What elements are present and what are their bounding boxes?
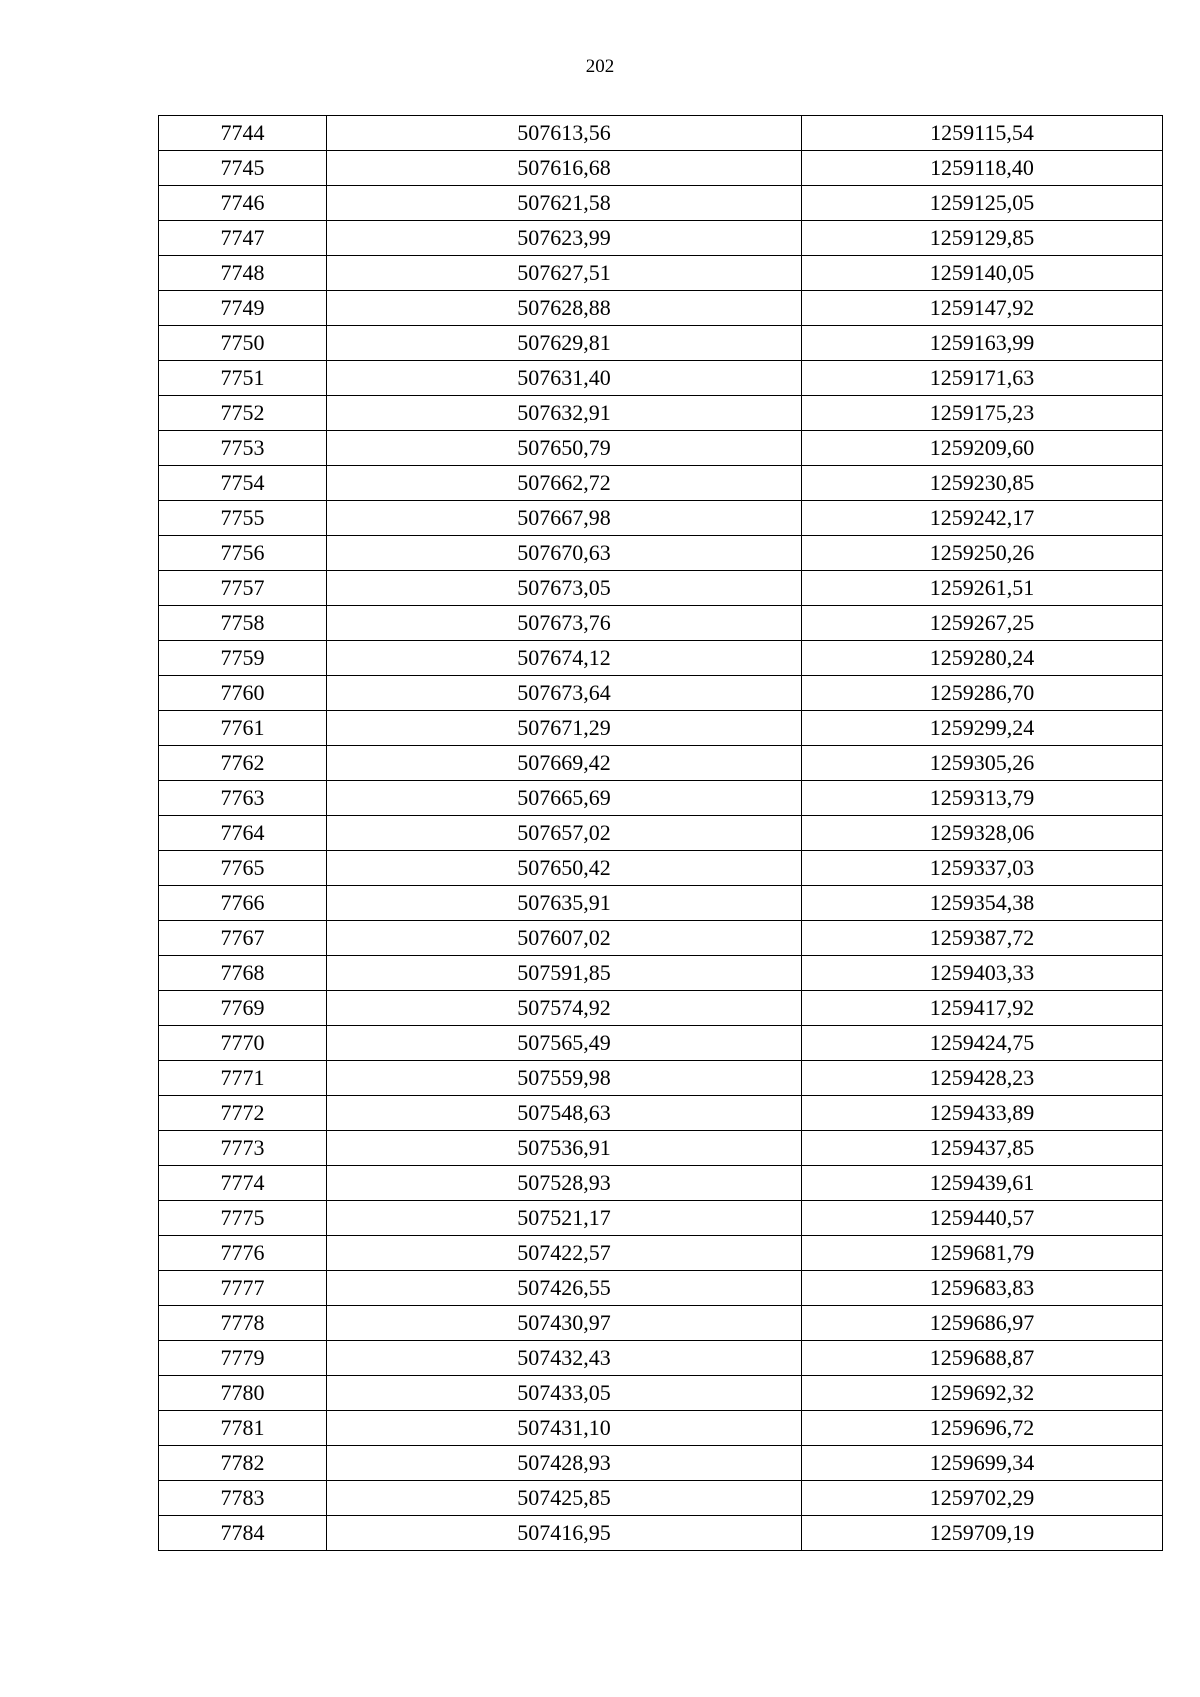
point-number-cell: 7755: [159, 501, 327, 536]
point-number-cell: 7746: [159, 186, 327, 221]
x-coordinate-cell: 507673,05: [327, 571, 802, 606]
point-number-cell: 7761: [159, 711, 327, 746]
x-coordinate-cell: 507662,72: [327, 466, 802, 501]
y-coordinate-cell: 1259428,23: [802, 1061, 1163, 1096]
point-number-cell: 7775: [159, 1201, 327, 1236]
table-row: [159, 431, 1163, 466]
point-number-cell: 7752: [159, 396, 327, 431]
y-coordinate-cell: 1259286,70: [802, 676, 1163, 711]
point-number-cell: 7771: [159, 1061, 327, 1096]
point-number-cell: 7769: [159, 991, 327, 1026]
point-number-cell: 7780: [159, 1376, 327, 1411]
coordinates-table: [158, 115, 1163, 1551]
table-row: [159, 1026, 1163, 1061]
x-coordinate-cell: 507425,85: [327, 1481, 802, 1516]
table-row: [159, 1516, 1163, 1551]
y-coordinate-cell: 1259261,51: [802, 571, 1163, 606]
x-coordinate-cell: 507673,76: [327, 606, 802, 641]
table-row: [159, 186, 1163, 221]
y-coordinate-cell: 1259147,92: [802, 291, 1163, 326]
table-row: [159, 1096, 1163, 1131]
table-row: [159, 1411, 1163, 1446]
y-coordinate-cell: 1259354,38: [802, 886, 1163, 921]
x-coordinate-cell: 507616,68: [327, 151, 802, 186]
table-row: [159, 1271, 1163, 1306]
y-coordinate-cell: 1259696,72: [802, 1411, 1163, 1446]
x-coordinate-cell: 507673,64: [327, 676, 802, 711]
page-number: 202: [585, 56, 615, 77]
y-coordinate-cell: 1259439,61: [802, 1166, 1163, 1201]
table-row: [159, 711, 1163, 746]
x-coordinate-cell: 507665,69: [327, 781, 802, 816]
point-number-cell: 7763: [159, 781, 327, 816]
table-row: [159, 326, 1163, 361]
y-coordinate-cell: 1259681,79: [802, 1236, 1163, 1271]
table-row: [159, 1131, 1163, 1166]
point-number-cell: 7773: [159, 1131, 327, 1166]
point-number-cell: 7767: [159, 921, 327, 956]
y-coordinate-cell: 1259129,85: [802, 221, 1163, 256]
y-coordinate-cell: 1259118,40: [802, 151, 1163, 186]
x-coordinate-cell: 507667,98: [327, 501, 802, 536]
table-row: [159, 851, 1163, 886]
table-row: [159, 1061, 1163, 1096]
y-coordinate-cell: 1259115,54: [802, 116, 1163, 151]
point-number-cell: 7757: [159, 571, 327, 606]
table-row: [159, 1306, 1163, 1341]
table-row: [159, 571, 1163, 606]
y-coordinate-cell: 1259424,75: [802, 1026, 1163, 1061]
point-number-cell: 7762: [159, 746, 327, 781]
x-coordinate-cell: 507416,95: [327, 1516, 802, 1551]
table-row: [159, 221, 1163, 256]
table-row: [159, 886, 1163, 921]
y-coordinate-cell: 1259267,25: [802, 606, 1163, 641]
x-coordinate-cell: 507657,02: [327, 816, 802, 851]
table-row: [159, 1166, 1163, 1201]
table-row: [159, 991, 1163, 1026]
x-coordinate-cell: 507559,98: [327, 1061, 802, 1096]
point-number-cell: 7774: [159, 1166, 327, 1201]
y-coordinate-cell: 1259437,85: [802, 1131, 1163, 1166]
y-coordinate-cell: 1259140,05: [802, 256, 1163, 291]
x-coordinate-cell: 507430,97: [327, 1306, 802, 1341]
y-coordinate-cell: 1259171,63: [802, 361, 1163, 396]
y-coordinate-cell: 1259280,24: [802, 641, 1163, 676]
table-row: [159, 641, 1163, 676]
y-coordinate-cell: 1259305,26: [802, 746, 1163, 781]
x-coordinate-cell: 507528,93: [327, 1166, 802, 1201]
point-number-cell: 7772: [159, 1096, 327, 1131]
y-coordinate-cell: 1259250,26: [802, 536, 1163, 571]
y-coordinate-cell: 1259440,57: [802, 1201, 1163, 1236]
x-coordinate-cell: 507631,40: [327, 361, 802, 396]
point-number-cell: 7778: [159, 1306, 327, 1341]
x-coordinate-cell: 507621,58: [327, 186, 802, 221]
table-row: [159, 501, 1163, 536]
point-number-cell: 7765: [159, 851, 327, 886]
y-coordinate-cell: 1259125,05: [802, 186, 1163, 221]
y-coordinate-cell: 1259702,29: [802, 1481, 1163, 1516]
x-coordinate-cell: 507422,57: [327, 1236, 802, 1271]
table-row: [159, 466, 1163, 501]
point-number-cell: 7749: [159, 291, 327, 326]
point-number-cell: 7768: [159, 956, 327, 991]
x-coordinate-cell: 507627,51: [327, 256, 802, 291]
x-coordinate-cell: 507650,79: [327, 431, 802, 466]
y-coordinate-cell: 1259683,83: [802, 1271, 1163, 1306]
point-number-cell: 7748: [159, 256, 327, 291]
x-coordinate-cell: 507670,63: [327, 536, 802, 571]
x-coordinate-cell: 507674,12: [327, 641, 802, 676]
y-coordinate-cell: 1259299,24: [802, 711, 1163, 746]
point-number-cell: 7756: [159, 536, 327, 571]
y-coordinate-cell: 1259163,99: [802, 326, 1163, 361]
point-number-cell: 7770: [159, 1026, 327, 1061]
point-number-cell: 7779: [159, 1341, 327, 1376]
y-coordinate-cell: 1259175,23: [802, 396, 1163, 431]
y-coordinate-cell: 1259699,34: [802, 1446, 1163, 1481]
x-coordinate-cell: 507428,93: [327, 1446, 802, 1481]
x-coordinate-cell: 507669,42: [327, 746, 802, 781]
x-coordinate-cell: 507613,56: [327, 116, 802, 151]
table-row: [159, 921, 1163, 956]
y-coordinate-cell: 1259328,06: [802, 816, 1163, 851]
point-number-cell: 7745: [159, 151, 327, 186]
x-coordinate-cell: 507432,43: [327, 1341, 802, 1376]
x-coordinate-cell: 507671,29: [327, 711, 802, 746]
y-coordinate-cell: 1259417,92: [802, 991, 1163, 1026]
y-coordinate-cell: 1259387,72: [802, 921, 1163, 956]
table-row: [159, 361, 1163, 396]
x-coordinate-cell: 507521,17: [327, 1201, 802, 1236]
y-coordinate-cell: 1259686,97: [802, 1306, 1163, 1341]
x-coordinate-cell: 507536,91: [327, 1131, 802, 1166]
y-coordinate-cell: 1259209,60: [802, 431, 1163, 466]
point-number-cell: 7764: [159, 816, 327, 851]
table-row: [159, 536, 1163, 571]
table-row: [159, 956, 1163, 991]
x-coordinate-cell: 507574,92: [327, 991, 802, 1026]
x-coordinate-cell: 507591,85: [327, 956, 802, 991]
table-row: [159, 1376, 1163, 1411]
y-coordinate-cell: 1259692,32: [802, 1376, 1163, 1411]
y-coordinate-cell: 1259242,17: [802, 501, 1163, 536]
x-coordinate-cell: 507628,88: [327, 291, 802, 326]
x-coordinate-cell: 507548,63: [327, 1096, 802, 1131]
point-number-cell: 7751: [159, 361, 327, 396]
table-row: [159, 1446, 1163, 1481]
y-coordinate-cell: 1259688,87: [802, 1341, 1163, 1376]
point-number-cell: 7750: [159, 326, 327, 361]
table-row: [159, 1481, 1163, 1516]
point-number-cell: 7747: [159, 221, 327, 256]
point-number-cell: 7759: [159, 641, 327, 676]
y-coordinate-cell: 1259709,19: [802, 1516, 1163, 1551]
point-number-cell: 7777: [159, 1271, 327, 1306]
x-coordinate-cell: 507635,91: [327, 886, 802, 921]
point-number-cell: 7781: [159, 1411, 327, 1446]
table-row: [159, 746, 1163, 781]
point-number-cell: 7760: [159, 676, 327, 711]
x-coordinate-cell: 507565,49: [327, 1026, 802, 1061]
table-row: [159, 256, 1163, 291]
y-coordinate-cell: 1259337,03: [802, 851, 1163, 886]
x-coordinate-cell: 507433,05: [327, 1376, 802, 1411]
table-row: [159, 676, 1163, 711]
point-number-cell: 7783: [159, 1481, 327, 1516]
table-row: [159, 816, 1163, 851]
point-number-cell: 7766: [159, 886, 327, 921]
x-coordinate-cell: 507632,91: [327, 396, 802, 431]
y-coordinate-cell: 1259230,85: [802, 466, 1163, 501]
y-coordinate-cell: 1259403,33: [802, 956, 1163, 991]
y-coordinate-cell: 1259433,89: [802, 1096, 1163, 1131]
point-number-cell: 7754: [159, 466, 327, 501]
point-number-cell: 7744: [159, 116, 327, 151]
x-coordinate-cell: 507607,02: [327, 921, 802, 956]
x-coordinate-cell: 507431,10: [327, 1411, 802, 1446]
x-coordinate-cell: 507426,55: [327, 1271, 802, 1306]
table-row: [159, 151, 1163, 186]
x-coordinate-cell: 507650,42: [327, 851, 802, 886]
coordinates-table-body: [159, 116, 1163, 1551]
table-row: [159, 396, 1163, 431]
table-row: [159, 781, 1163, 816]
point-number-cell: 7784: [159, 1516, 327, 1551]
table-row: [159, 1201, 1163, 1236]
y-coordinate-cell: 1259313,79: [802, 781, 1163, 816]
point-number-cell: 7753: [159, 431, 327, 466]
x-coordinate-cell: 507629,81: [327, 326, 802, 361]
point-number-cell: 7758: [159, 606, 327, 641]
x-coordinate-cell: 507623,99: [327, 221, 802, 256]
table-row: [159, 606, 1163, 641]
table-row: [159, 116, 1163, 151]
point-number-cell: 7776: [159, 1236, 327, 1271]
table-row: [159, 1341, 1163, 1376]
point-number-cell: 7782: [159, 1446, 327, 1481]
table-row: [159, 1236, 1163, 1271]
table-row: [159, 291, 1163, 326]
